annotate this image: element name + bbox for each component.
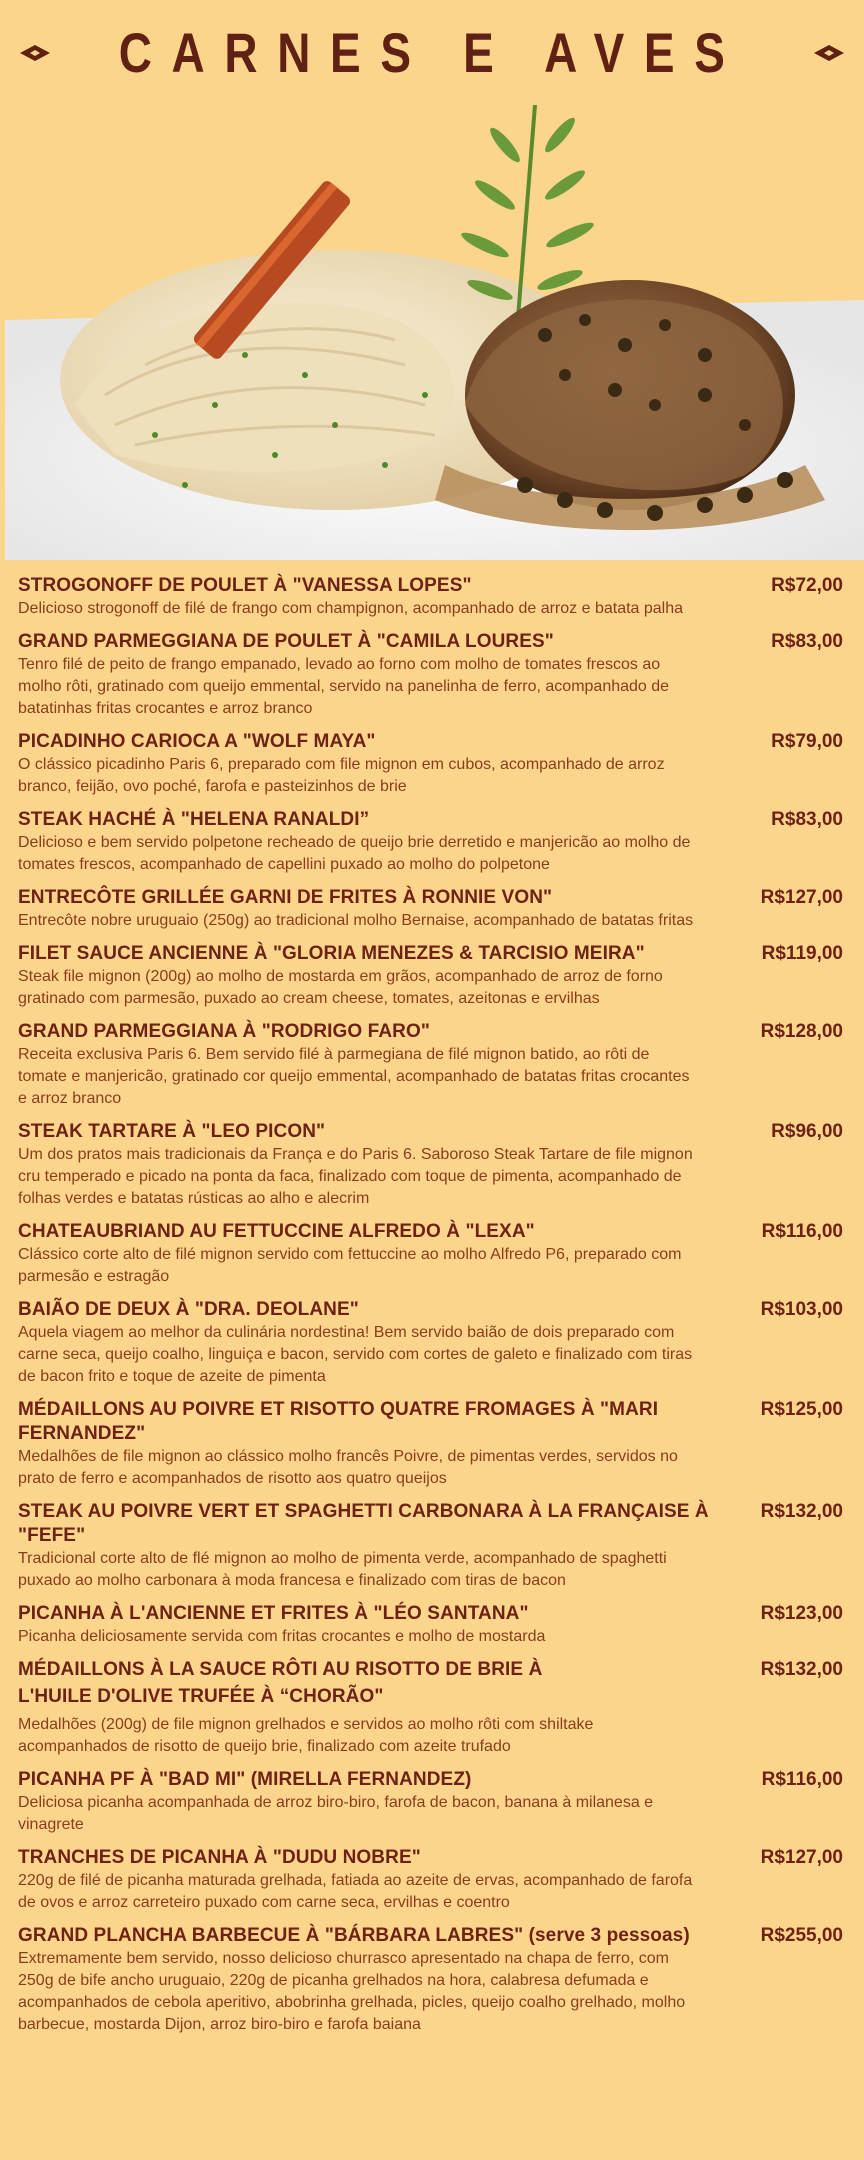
item-name: STEAK AU POIVRE VERT ET SPAGHETTI CARBONARA À LA FRANÇAISE À "FEFE"	[18, 1501, 709, 1546]
item-name: BAIÃO DE DEUX À "DRA. DEOLANE"	[18, 1299, 359, 1320]
item-description: O clássico picadinho Paris 6, preparado com file mignon em cubos, acompanhado de arroz branco, feijão, ovo poché, farofa e pasteizinhos de brie	[18, 756, 665, 795]
menu-item	[18, 1658, 848, 1758]
item-name: STROGONOFF DE POULET À "VANESSA LOPES"	[18, 575, 472, 596]
item-name: GRAND PARMEGGIANA DE POULET À "CAMILA LOURES"	[18, 631, 554, 652]
item-description: Tenro filé de peito de frango empanado, levado ao forno com molho de tomates frescos ao molho rôti, gratinado com queijo emmental, servido na panelinha de ferro, acompanhado de batatinhas fritas crocantes e arroz branco	[18, 656, 670, 717]
item-price: R$123,00	[760, 1603, 843, 1624]
menu-item	[18, 1398, 848, 1490]
item-description: Steak file mignon (200g) ao molho de mostarda em grãos, acompanhado de arroz de forno gratinado com parmesão, puxado ao cream cheese, tomates, azeitonas e ervilhas	[18, 968, 663, 1007]
item-name: STEAK HACHÉ À "HELENA RANALDI”	[18, 809, 370, 830]
menu-item	[18, 942, 848, 1010]
item-description: Extremamente bem servido, nosso delicioso churrasco apresentado na chapa de ferro, com 250g de bife ancho uruguaio, 220g de picanha grelhados na hora, calabresa defumada e acompanhados de cebola aperitivo, abobrinha grelhada, picles, queijo coalho grelhado, molho barbecue, mostarda Dijon, arroz biro-biro e farofa baiana	[18, 1950, 686, 2033]
dish-photo	[5, 105, 864, 560]
item-name: TRANCHES DE PICANHA À "DUDU NOBRE"	[18, 1847, 421, 1868]
right-ornament-icon	[812, 42, 846, 64]
item-description: 220g de filé de picanha maturada grelhada, fatiada ao azeite de ervas, acompanhado de farofa de ovos e arroz carreteiro puxado com carne seca, ervilhas e coentro	[18, 1872, 693, 1911]
item-description: Picanha deliciosamente servida com fritas crocantes e molho de mostarda	[18, 1628, 546, 1645]
item-description: Um dos pratos mais tradicionais da França e do Paris 6. Saboroso Steak Tartare de file mignon cru temperado e picado na ponta da faca, finalizado com toque de pimenta, acompanhado de folhas verdes e batatas rústicas ao alho e alecrim	[18, 1146, 693, 1207]
item-description: Clássico corte alto de filé mignon servido com fettuccine ao molho Alfredo P6, preparado com parmesão e estragão	[18, 1246, 682, 1285]
item-name: PICANHA À L'ANCIENNE ET FRITES À "LÉO SANTANA"	[18, 1603, 529, 1624]
item-name: GRAND PLANCHA BARBECUE À "BÁRBARA LABRES" (serve 3 pessoas)	[18, 1925, 690, 1946]
left-ornament-icon	[18, 42, 52, 64]
item-price: R$132,00	[760, 1659, 843, 1680]
item-description: Tradicional corte alto de flé mignon ao molho de pimenta verde, acompanhado de spaghetti puxado ao molho carbonara à moda francesa e finalizado com tiras de bacon	[18, 1550, 667, 1589]
menu-item	[18, 1924, 848, 2036]
item-name: PICANHA PF À "BAD MI" (MIRELLA FERNANDEZ)	[18, 1769, 472, 1790]
menu-item	[18, 808, 848, 876]
menu-item	[18, 1846, 848, 1914]
menu-item	[18, 1120, 848, 1210]
item-price: R$96,00	[771, 1121, 843, 1142]
page-title: CARNES E AVES	[119, 21, 745, 84]
item-name-continued: L'HUILE D'OLIVE TRUFÉE À “CHORÃO"	[18, 1686, 384, 1707]
menu-item	[18, 574, 848, 620]
item-name: PICADINHO CARIOCA A "WOLF MAYA"	[18, 731, 376, 752]
item-price: R$119,00	[761, 943, 843, 964]
item-price: R$79,00	[771, 731, 843, 752]
item-description: Receita exclusiva Paris 6. Bem servido filé à parmegiana de filé mignon batido, ao rôti de tomate e manjericão, gratinado cor queijo emmental, acompanhado de batatas fritas crocantes e arroz branco	[18, 1046, 690, 1107]
item-description: Delicioso strogonoff de filé de frango com champignon, acompanhado de arroz e batata palha	[18, 600, 684, 617]
item-price: R$83,00	[771, 631, 843, 652]
menu-item	[18, 1298, 848, 1388]
item-price: R$255,00	[760, 1925, 843, 1946]
item-price: R$116,00	[761, 1769, 843, 1790]
menu-item	[18, 1602, 848, 1648]
menu-item	[18, 630, 848, 720]
item-price: R$132,00	[760, 1501, 843, 1522]
item-price: R$125,00	[760, 1399, 843, 1420]
item-description: Aquela viagem ao melhor da culinária nordestina! Bem servido baião de dois preparado com carne seca, queijo coalho, linguiça e bacon, servido com cortes de galeto e finalizado com tiras de bacon frito e toque de azeite de pimenta	[18, 1324, 693, 1385]
menu-list	[18, 574, 848, 2046]
menu-item	[18, 1500, 848, 1592]
item-name: GRAND PARMEGGIANA À "RODRIGO FARO"	[18, 1021, 430, 1042]
menu-header	[0, 0, 864, 105]
item-description: Delicioso e bem servido polpetone recheado de queijo brie derretido e manjericão ao molho de tomates frescos, acompanhado de capellini puxado ao molho do polpetone	[18, 834, 691, 873]
item-price: R$127,00	[760, 1847, 843, 1868]
item-price: R$72,00	[771, 575, 843, 596]
item-description: Medalhões de file mignon ao clássico molho francês Poivre, de pimentas verdes, servidos no prato de ferro e acompanhados de risotto aos quatro queijos	[18, 1448, 678, 1487]
item-price: R$103,00	[760, 1299, 843, 1320]
item-price: R$83,00	[771, 809, 843, 830]
menu-item	[18, 886, 848, 932]
menu-item	[18, 1220, 848, 1288]
item-price: R$127,00	[760, 887, 843, 908]
item-price: R$128,00	[760, 1021, 843, 1042]
menu-item	[18, 1768, 848, 1836]
item-name: MÉDAILLONS À LA SAUCE RÔTI AU RISOTTO DE BRIE À	[18, 1659, 543, 1680]
item-description: Deliciosa picanha acompanhada de arroz biro-biro, farofa de bacon, banana à milanesa e vinagrete	[18, 1794, 654, 1833]
menu-item	[18, 1020, 848, 1110]
item-price: R$116,00	[761, 1221, 843, 1242]
item-description: Entrecôte nobre uruguaio (250g) ao tradicional molho Bernaise, acompanhado de batatas fritas	[18, 912, 694, 929]
item-name: CHATEAUBRIAND AU FETTUCCINE ALFREDO À "LEXA"	[18, 1221, 535, 1242]
item-name: ENTRECÔTE GRILLÉE GARNI DE FRITES À RONNIE VON"	[18, 887, 553, 908]
item-description: Medalhões (200g) de file mignon grelhados e servidos ao molho rôti com shiltake acompanhados de risotto de queijo brie, finalizado com azeite trufado	[18, 1716, 594, 1755]
menu-item	[18, 730, 848, 798]
item-name: MÉDAILLONS AU POIVRE ET RISOTTO QUATRE FROMAGES À "MARI FERNANDEZ"	[18, 1399, 659, 1444]
item-name: STEAK TARTARE À "LEO PICON"	[18, 1121, 326, 1142]
item-name: FILET SAUCE ANCIENNE À "GLORIA MENEZES & TARCISIO MEIRA"	[18, 943, 645, 964]
